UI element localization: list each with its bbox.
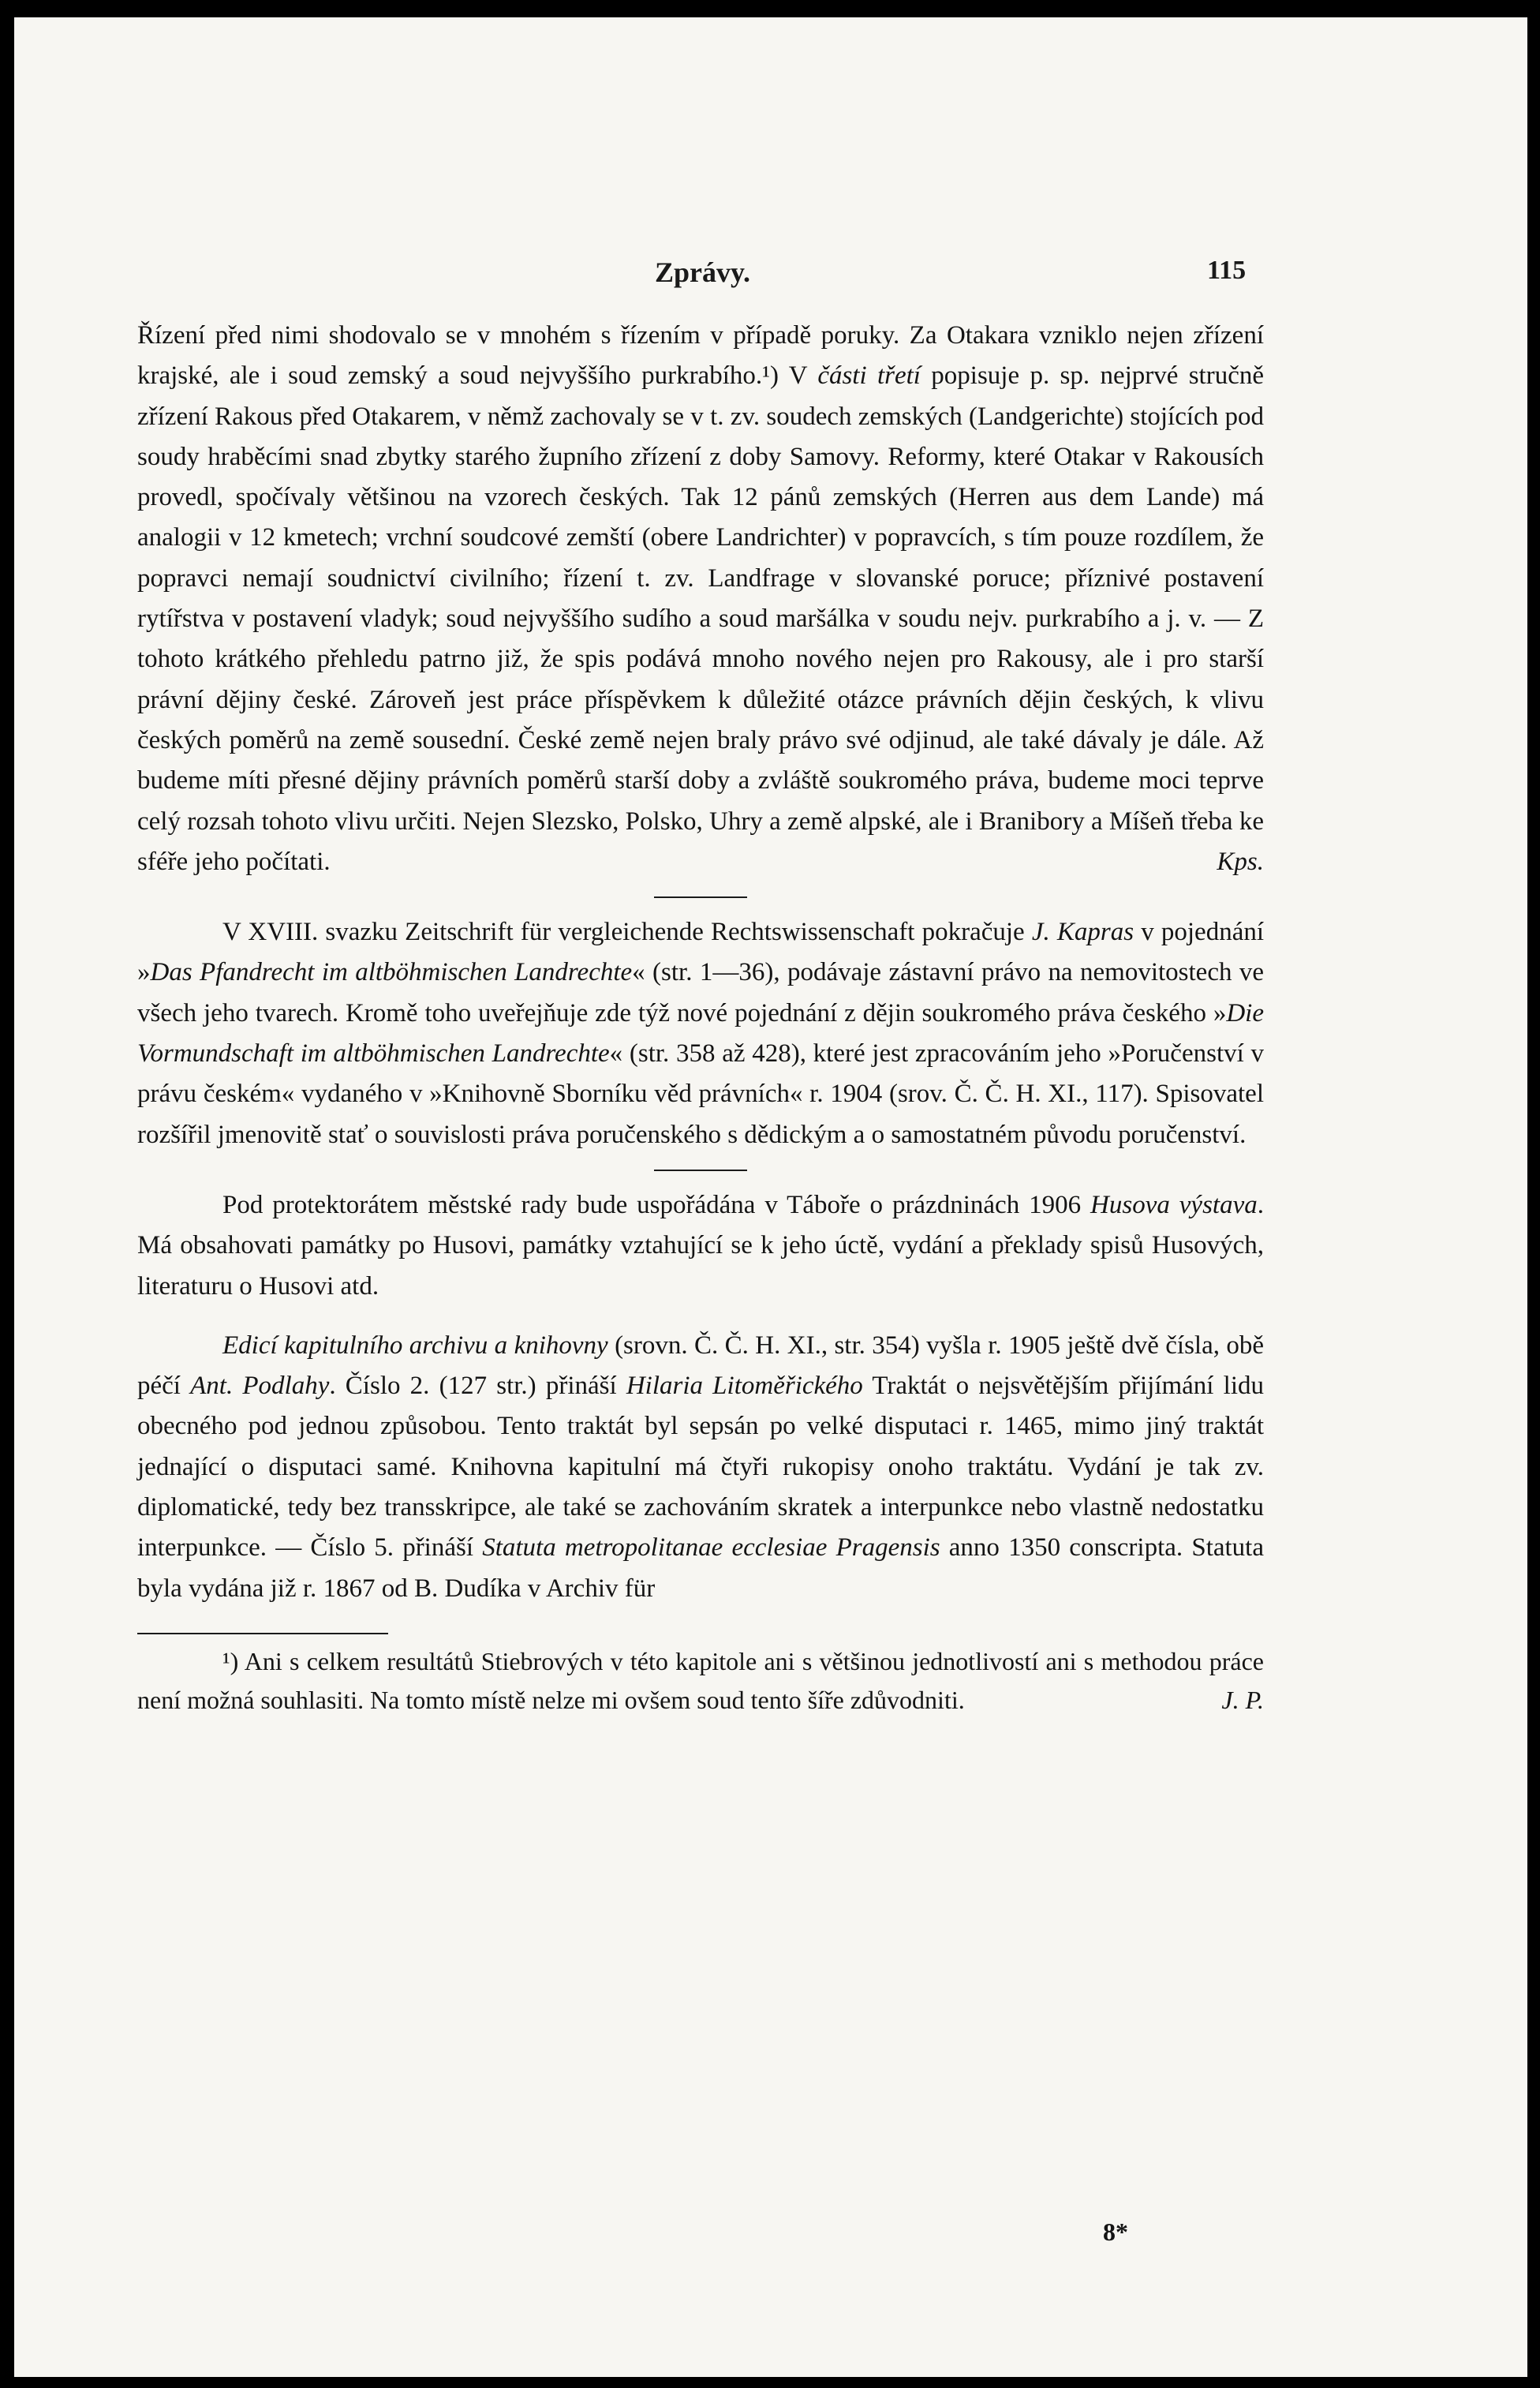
review-paragraph-2: V XVIII. svazku Zeitschrift für vergleichende Rechtswissenschaft pokračuje J. Kapras v pojednání »Das Pfandrecht im altböhmischen Landrechte« (str. 1—36), podávaje zástavní právo na nemovitostech ve všech jeho tvarech. Kromě toho uveřejňuje zde týž nové pojednání z dějin soukromého práva českého »Die Vormundschaft im altböhmischen Landrechte« (str. 358 až 428), které jest zpracováním jeho »Poručenství v právu českém« vydaného v »Knihovně Sborníku věd právních« r. 1904 (srov. Č. Č. H. XI., 117). Spisovatel rozšířil jmenovitě stať o souvislosti práva poručenského s dědickým a o samostatném původu poručenství. — [137, 918, 1265, 1149]
signature-mark: 8* — [1103, 2218, 1128, 2246]
work-title: Die Vormundschaft im altböhmischen Landrechte — [137, 998, 1264, 1069]
footnote-signature: J. P. — [1221, 1685, 1264, 1714]
reviewer-signature: Kps. — [1217, 847, 1264, 876]
italic-phrase: Ant. Podlahy — [190, 1372, 330, 1401]
italic-phrase: Hilaria Litoměřického — [626, 1372, 863, 1401]
news-paragraph-3: Pod protektorátem městské rady bude uspořádána v Táboře o prázdninách 1906 Husova výstava. Má obsahovati památky po Husovi, památky vztahující se k jeho úctě, vydání a překlady spisů Husových, literaturu o Husovi atd. — [137, 1190, 1264, 1301]
running-title: Zprávy. — [655, 256, 751, 288]
footnote-divider — [137, 1633, 388, 1634]
italic-phrase: Edicí kapitulního archivu a knihovny — [222, 1331, 608, 1360]
page-body — [137, 316, 1264, 1720]
page-number: 115 — [1207, 256, 1247, 285]
page-header — [14, 256, 1527, 295]
author-name: J. Kapras — [1031, 918, 1134, 947]
review-paragraph-1: Řízení před nimi shodovalo se v mnohém s řízením v případě poruky. Za Otakara vzniklo nejen zřízení krajské, ale i soud zemský a soud nejvyššího purkrabího.¹) V části třetí popisuje p. sp. nejprvé stručně zřízení Rakous před Otakarem, v němž zachovaly se v t. zv. soudech zemských (Landgerichte) stojících pod soudy hraběcími snad zbytky starého župního zřízení z doby Samovy. Reformy, které Otakar v Rakousích provedl, spočívaly většinou na vzorech českých. Tak 12 pánů zemských (Herren aus dem Lande) má analogii v 12 kmetech; vrchní soudcové zemští (obere Landrichter) v popravcích, s tím pouze rozdílem, že popravci nemají soudnictví civilního; řízení t. zv. Landfrage v slovanské poruce; příznivé postavení rytířstva v postavení vladyk; soud nejvyššího sudího a soud maršálka v soudu nejv. purkrabího a j. v. — Z tohoto krátkého přehledu patrno již, že spis podává mnoho nového nejen pro Rakousy, ale i pro starší právní dějiny české. Zároveň jest práce příspěvkem k důležité otázce právních dějin českých, k vlivu českých poměrů na země sousední. České země nejen braly právo své odjinud, ale také dávaly je dále. Až budeme míti přesné dějiny právních poměrů starší doby a zvláště soukromého práva, budeme moci teprve celý rozsah tohoto vlivu určiti. Nejen Slezsko, Polsko, Uhry a země alpské, ale i Branibory a Míšeň třeba ke sféře jeho počítati. Kps. — [137, 316, 1264, 882]
news-paragraph-4: Edicí kapitulního archivu a knihovny (srovn. Č. Č. H. XI., str. 354) vyšla r. 1905 ještě dvě čísla, obě péčí Ant. Podlahy. Číslo 2. (127 str.) přináší Hilaria Litoměřického Traktát o nejsvětějším přijímání lidu obecného pod jednou způsobou. Tento traktát byl sepsán po velké disputaci r. 1465, mimo jiný traktát jednající o disputaci samé. Knihovna kapitulní má čtyři rukopisy onoho traktátu. Vydání je tak zv. diplomatické, tedy bez transskripce, ale také se zachováním skratek a interpunkce nebo vlastně nedostatku interpunkce. — Číslo 5. přináší Statuta metropolitanae ecclesiae Pragensis anno 1350 conscripta. Statuta byla vydána již r. 1867 od B. Dudíka v Archiv für — [137, 1331, 1265, 1603]
footnote: ¹) Ani s celkem resultátů Stiebrových v této kapitole ani s většinou jednotlivostí ani s methodou práce není možná souhlasiti. Na tomto místě nelze mi ovšem soud tento šíře zdůvodniti. J. P. — [137, 1642, 1264, 1720]
italic-phrase: části třetí — [817, 361, 921, 391]
italic-phrase: Statuta metropolitanae ecclesiae Pragensis — [482, 1533, 940, 1563]
section-divider — [654, 896, 747, 898]
document-page — [14, 17, 1527, 2377]
work-title: Das Pfandrecht im altböhmischen Landrechte — [150, 958, 633, 987]
italic-phrase: Husova výstava — [1090, 1190, 1258, 1219]
section-divider — [654, 1170, 747, 1171]
